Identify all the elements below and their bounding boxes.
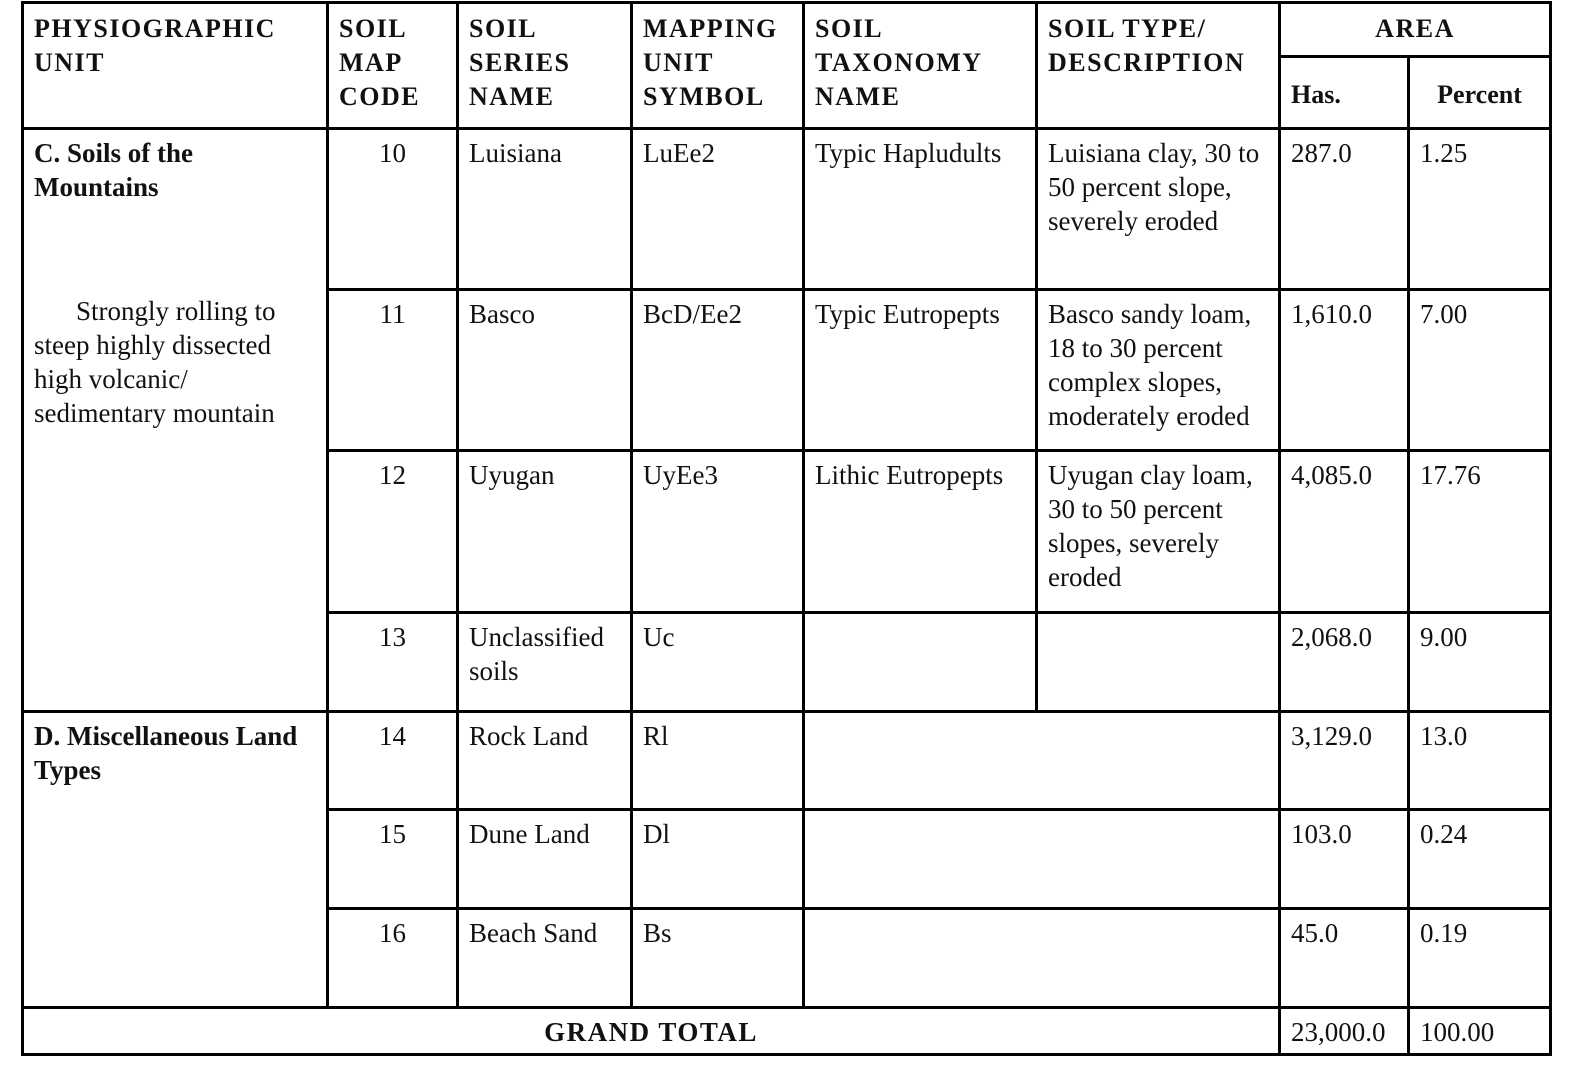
cell-taxonomy: Typic Hapludults	[804, 129, 1037, 290]
header-soil-series-name: SOIL SERIES NAME	[458, 3, 632, 129]
header-mapping-unit-symbol: MAPPING UNIT SYMBOL	[632, 3, 804, 129]
cell-description	[1037, 613, 1280, 712]
cell-code: 12	[328, 451, 458, 613]
group-c	[23, 129, 328, 712]
cell-percent: 13.0	[1409, 712, 1551, 810]
cell-code: 16	[328, 909, 458, 1008]
total-row	[23, 1008, 1551, 1055]
cell-series: Basco	[458, 290, 632, 451]
cell-taxonomy	[804, 613, 1037, 712]
cell-symbol: Bs	[632, 909, 804, 1008]
cell-symbol: Uc	[632, 613, 804, 712]
header-percent: Percent	[1409, 57, 1551, 129]
cell-percent: 1.25	[1409, 129, 1551, 290]
cell-percent: 0.19	[1409, 909, 1551, 1008]
cell-series: Dune Land	[458, 810, 632, 909]
total-has: 23,000.0	[1280, 1008, 1409, 1055]
cell-description: Basco sandy loam, 18 to 30 percent complex slopes, moderately eroded	[1037, 290, 1280, 451]
cell-code: 10	[328, 129, 458, 290]
group-title: C. Soils of the Mountains	[34, 138, 194, 202]
cell-taxonomy-description	[804, 810, 1280, 909]
cell-taxonomy-description	[804, 712, 1280, 810]
cell-series: Luisiana	[458, 129, 632, 290]
cell-has: 45.0	[1280, 909, 1409, 1008]
cell-code: 14	[328, 712, 458, 810]
group-description: Strongly rolling to steep highly dissected high volcanic/ sedimentary mountain	[34, 296, 276, 428]
cell-has: 4,085.0	[1280, 451, 1409, 613]
cell-symbol: LuEe2	[632, 129, 804, 290]
cell-symbol: Dl	[632, 810, 804, 909]
cell-percent: 0.24	[1409, 810, 1551, 909]
header-area: AREA	[1280, 3, 1551, 57]
header-soil-type-description: SOIL TYPE/ DESCRIPTION	[1037, 3, 1280, 129]
cell-description: Luisiana clay, 30 to 50 percent slope, severely eroded	[1037, 129, 1280, 290]
cell-series: Rock Land	[458, 712, 632, 810]
cell-series: Beach Sand	[458, 909, 632, 1008]
cell-has: 287.0	[1280, 129, 1409, 290]
cell-description: Uyugan clay loam, 30 to 50 percent slopes, severely eroded	[1037, 451, 1280, 613]
cell-symbol: Rl	[632, 712, 804, 810]
group-d: D. Miscellaneous Land Types	[23, 712, 328, 1008]
cell-percent: 9.00	[1409, 613, 1551, 712]
header-soil-map-code: SOIL MAP CODE	[328, 3, 458, 129]
header-has: Has.	[1280, 57, 1409, 129]
cell-series: Unclassified soils	[458, 613, 632, 712]
cell-code: 11	[328, 290, 458, 451]
cell-taxonomy-description	[804, 909, 1280, 1008]
cell-taxonomy: Typic Eutropepts	[804, 290, 1037, 451]
cell-code: 13	[328, 613, 458, 712]
table-row	[23, 712, 1551, 810]
grand-total-label: GRAND TOTAL	[23, 1008, 1280, 1055]
cell-symbol: BcD/Ee2	[632, 290, 804, 451]
cell-taxonomy: Lithic Eutropepts	[804, 451, 1037, 613]
header-physiographic-unit: PHYSIOGRAPHIC UNIT	[23, 3, 328, 129]
header-soil-taxonomy-name: SOIL TAXONOMY NAME	[804, 3, 1037, 129]
cell-has: 103.0	[1280, 810, 1409, 909]
table-row	[23, 129, 1551, 290]
cell-has: 1,610.0	[1280, 290, 1409, 451]
soil-table	[21, 1, 1552, 1056]
cell-has: 2,068.0	[1280, 613, 1409, 712]
cell-series: Uyugan	[458, 451, 632, 613]
total-percent: 100.00	[1409, 1008, 1551, 1055]
cell-percent: 17.76	[1409, 451, 1551, 613]
cell-has: 3,129.0	[1280, 712, 1409, 810]
cell-percent: 7.00	[1409, 290, 1551, 451]
cell-code: 15	[328, 810, 458, 909]
cell-symbol: UyEe3	[632, 451, 804, 613]
